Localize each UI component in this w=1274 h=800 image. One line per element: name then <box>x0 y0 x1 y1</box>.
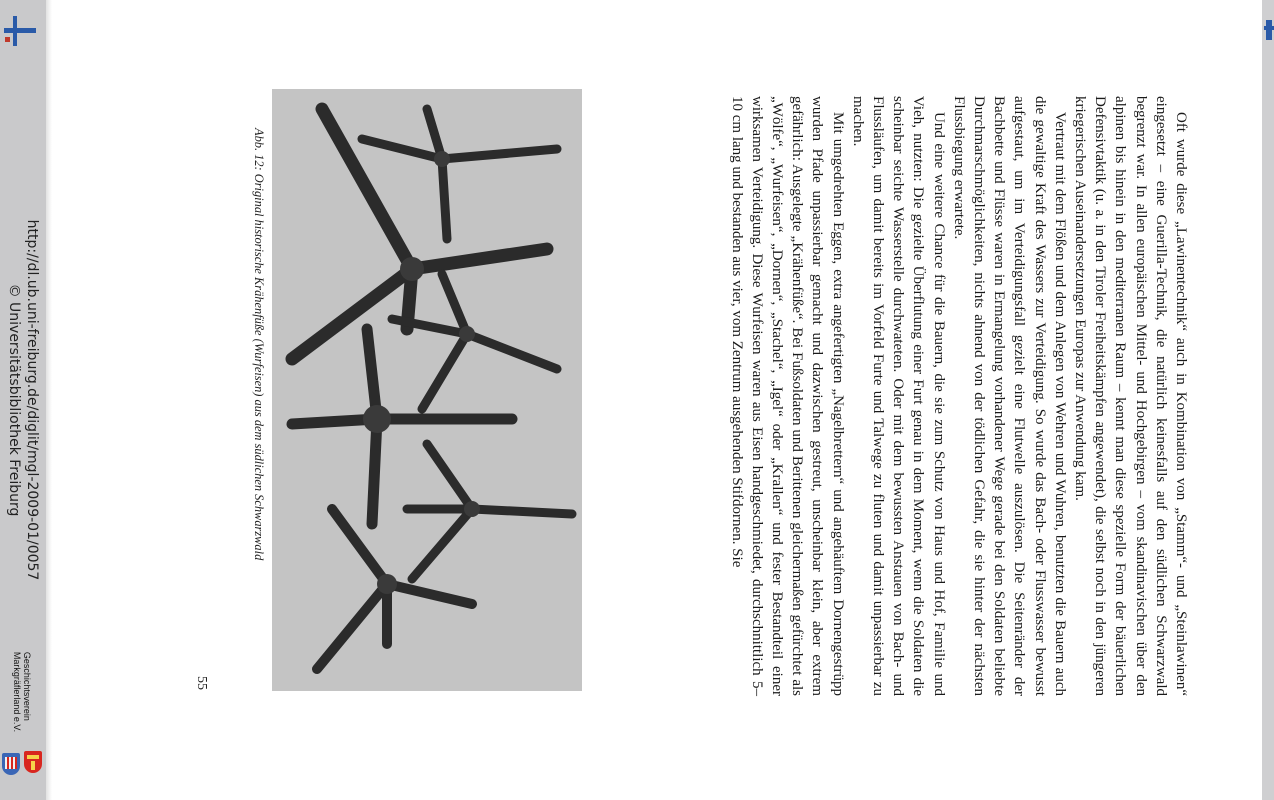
paragraph: Oft wurde diese „Lawinentechnik“ auch in Kombination von „Stamm“- und „Steinlawinen“ eingesetzt – eine Guerilla-Technik, die natürlich keinesfalls auf den südlichen Schwarzwald begrenzt war. In allen europäischen Mittel- und Hochgebirgen – vom skandinavischen über den alpinen bis hinein in den mediterranen Raum – kennt man diese spezielle Form der bäuerlichen Defensivtaktik (u. a. in den Tiroler Freiheitskämpfen angewendet), die selbst noch in den jüngeren kriegerischen Auseinandersetzungen Europas zur Anwendung kam. <box>1071 96 1189 696</box>
paragraph: Vertraut mit dem Flößen und dem Anlegen von Wehren und Wuhren, benutzten die Bauern auch die gewaltige Kraft des Wassers zur Verteidigung. So wurde das Bach- oder Flusswasser bewusst aufgestaut, um im Verteidigungsfall gezielt eine Flutwelle auszulösen. Die Seitenränder der Bachbette und Flüsse waren in Ermangelung vorhandener Wege gerade bei den Soldaten beliebte Durchmarschmöglichkeiten, nichts ahnend von der tödlichen Gefahr, die sie hinter der nächsten Flussbiegung erwartete. <box>950 96 1068 696</box>
ub-freiburg-logo[interactable] <box>0 14 40 50</box>
society-crest-icon <box>24 751 42 773</box>
next-page-marker-bar <box>1264 26 1274 30</box>
next-page-marker-icon[interactable] <box>1266 20 1272 40</box>
footer-copyright: © Universitätsbibliothek Freiburg <box>6 283 22 517</box>
figure-photo-caltrops <box>272 89 582 691</box>
society-name-line2: Markgräflerland e.V. <box>12 651 22 733</box>
page-number: 55 <box>194 676 209 690</box>
figure-caption: Abb. 12: Original historische Krähenfüße (Wurfeisen) aus dem südlichen Schwarzwald <box>252 128 266 561</box>
scanned-page <box>46 0 1262 800</box>
society-name-line1: Geschichtsverein <box>22 651 32 721</box>
paragraph: Mit umgedrehten Eggen, extra angefertigten „Nagelbrettern“ und angehäuftem Dornengestrüpp wurden Pfade unpassierbar gemacht und dazwischen gestreut, unscheinbar klein, aber extrem gefährlich: Ausgelegte „Krähenfüße“. Bei Fußsoldaten und Berittenen gleichermaßen gefürchtet als „Wölfe“, „Wurfeisen“, „Dornen“, „Stachel“, „Igel“ oder „Krallen“ und fester Bestandteil einer wirksamen Verteidigung. Diese Wurfeisen waren aus Eisen handgeschmiedet, durchschnittlich 5–10 cm lang und bestanden aus vier, vom Zentrum ausgehenden Stifdornen. Sie <box>728 96 846 696</box>
page-body-text <box>726 96 1191 696</box>
caltrops-drawing <box>272 89 582 691</box>
page-edge-shadow <box>46 0 52 800</box>
paragraph: Und eine weitere Chance für die Bauern, die sie zum Schutz von Haus und Hof, Familie und Vieh, nutzten: Die gezielte Überflutung einer Furt genau in dem Moment, wenn die Soldaten die scheinbar seichte Wasserstelle durchwateten. Oder mit dem bewussten Anstauen von Bach- und Flussläufen, um damit bereits im Vorfeld Furte und Talwege zu fluten und damit unpassierbar zu machen. <box>849 96 947 696</box>
society-logo-block[interactable] <box>0 651 46 800</box>
viewer-right-sidebar <box>1262 0 1274 800</box>
viewer-left-sidebar <box>0 0 46 800</box>
footer-url-link[interactable]: http://dl.ub.uni-freiburg.de/diglit/mgl-2009-01/0057 <box>24 219 40 581</box>
coat-of-arms-icon <box>2 753 20 775</box>
